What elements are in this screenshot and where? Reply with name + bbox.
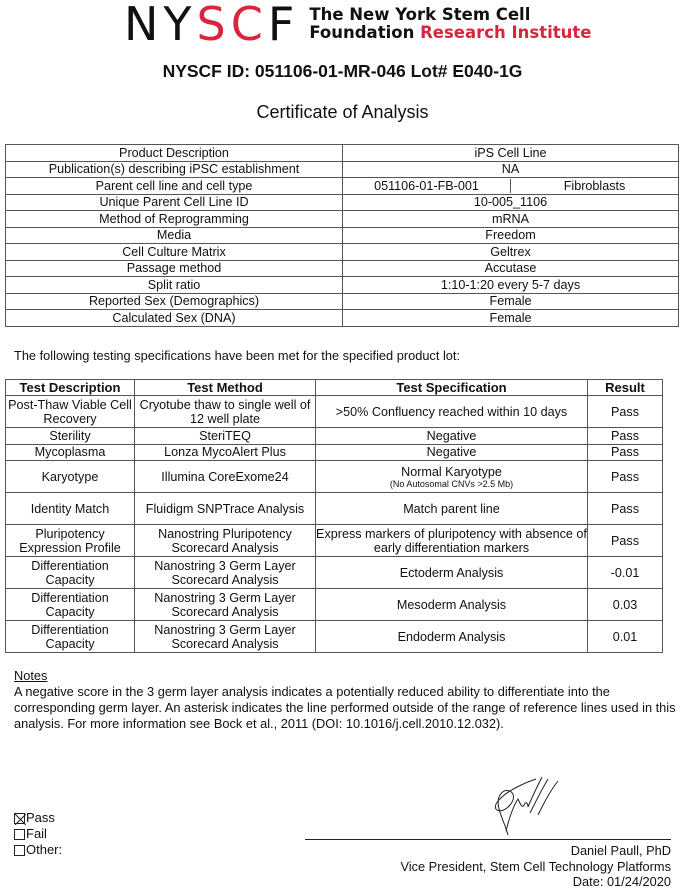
info-value: Accutase: [343, 260, 679, 277]
nyscf-logo: [124, 0, 592, 51]
signer-name: Daniel Paull, PhD: [570, 843, 671, 858]
test-row: [6, 589, 663, 621]
test-specification: [316, 444, 588, 461]
info-value: 1:10-1:20 every 5-7 days: [343, 277, 679, 294]
info-row: [6, 211, 679, 228]
test-row: [6, 428, 663, 445]
test-description: Differentiation Capacity: [6, 557, 135, 589]
test-result: Pass: [588, 396, 663, 428]
test-description: Identity Match: [6, 493, 135, 525]
info-row: [6, 227, 679, 244]
notes-section: [14, 668, 684, 732]
test-specification-text: Match parent line: [403, 501, 500, 516]
info-row: [6, 178, 679, 195]
info-label: Reported Sex (Demographics): [6, 293, 343, 310]
info-label: Calculated Sex (DNA): [6, 310, 343, 327]
info-row: [6, 194, 679, 211]
logo-line-2-black: Foundation: [309, 23, 421, 42]
info-value: 051106-01-FB-001: [343, 179, 511, 193]
info-label: Passage method: [6, 260, 343, 277]
test-specification-text: Ectoderm Analysis: [399, 565, 504, 580]
test-method: Nanostring 3 Germ Layer Scorecard Analysis: [135, 557, 316, 589]
test-result: 0.01: [588, 621, 663, 653]
info-row: [6, 244, 679, 261]
test-result: Pass: [588, 493, 663, 525]
test-specification-text: Mesoderm Analysis: [396, 597, 507, 612]
document-id: NYSCF ID: 051106-01-MR-046 Lot# E040-1G: [162, 61, 523, 81]
info-label: Product Description: [6, 145, 343, 162]
checkbox-pass[interactable]: [14, 810, 62, 826]
test-method: Lonza MycoAlert Plus: [135, 444, 316, 461]
info-row: [6, 310, 679, 327]
test-result: -0.01: [588, 557, 663, 589]
checkbox-other[interactable]: [14, 842, 62, 858]
info-value: iPS Cell Line: [343, 145, 679, 162]
info-value: Female: [343, 310, 679, 327]
logo-mark-sc: SC: [196, 0, 268, 51]
signature-line: [305, 839, 671, 840]
logo-mark: [124, 0, 300, 51]
test-specification: [316, 428, 588, 445]
info-row: [6, 293, 679, 310]
header-test-method: Test Method: [135, 380, 316, 396]
info-value: Freedom: [343, 227, 679, 244]
test-method: SteriTEQ: [135, 428, 316, 445]
test-description: Differentiation Capacity: [6, 589, 135, 621]
test-row: [6, 493, 663, 525]
info-row: [6, 277, 679, 294]
header-test-description: Test Description: [6, 380, 135, 396]
checkbox-other-label: Other:: [26, 842, 63, 857]
test-method: Nanostring Pluripotency Scorecard Analysis: [135, 525, 316, 557]
logo-line-2: [309, 24, 591, 42]
info-row: [6, 145, 679, 162]
test-specification: [316, 621, 588, 653]
header-test-specification: Test Specification: [316, 380, 588, 396]
test-description: Pluripotency Expression Profile: [6, 525, 135, 557]
test-description: Karyotype: [6, 461, 135, 493]
test-row: [6, 444, 663, 461]
test-description: Post-Thaw Viable Cell Recovery: [6, 396, 135, 428]
test-table-header-row: [6, 380, 663, 396]
checkbox-fail[interactable]: [14, 826, 62, 842]
logo-wordmark: [309, 6, 591, 42]
test-specification-note: (No Autosomal CNVs >2.5 Mb): [389, 478, 514, 489]
test-specification: [316, 493, 588, 525]
document-title: Certificate of Analysis: [256, 102, 429, 122]
signature-date: Date: 01/24/2020: [572, 874, 671, 889]
test-method: Nanostring 3 Germ Layer Scorecard Analysis: [135, 621, 316, 653]
test-specification-text: Negative: [426, 428, 477, 443]
test-specification: [316, 461, 588, 493]
info-label: Cell Culture Matrix: [6, 244, 343, 261]
test-specification-text: Express markers of pluripotency with absence of early differentiation markers: [316, 526, 587, 555]
test-row: [6, 461, 663, 493]
test-description: Mycoplasma: [6, 444, 135, 461]
test-specification-text: Normal Karyotype: [401, 464, 502, 479]
disposition-checkboxes: [14, 810, 62, 858]
test-method: Nanostring 3 Germ Layer Scorecard Analysis: [135, 589, 316, 621]
info-label: Split ratio: [6, 277, 343, 294]
test-result: Pass: [588, 428, 663, 445]
test-description: Differentiation Capacity: [6, 621, 135, 653]
test-method: Fluidigm SNPTrace Analysis: [135, 493, 316, 525]
logo-line-1: The New York Stem Cell: [309, 5, 531, 24]
signer-block: [400, 843, 671, 890]
info-label: Unique Parent Cell Line ID: [6, 194, 343, 211]
test-specification: [316, 557, 588, 589]
info-value: NA: [343, 161, 679, 178]
test-specification-text: Negative: [426, 445, 477, 460]
info-row: [6, 161, 679, 178]
test-result: 0.03: [588, 589, 663, 621]
test-specification: [316, 396, 588, 428]
test-result: Pass: [588, 525, 663, 557]
product-info-table: [5, 144, 679, 327]
test-row: [6, 621, 663, 653]
logo-line-2-red: Research Institute: [420, 23, 592, 42]
test-result: Pass: [588, 444, 663, 461]
signer-title: Vice President, Stem Cell Technology Platforms: [400, 858, 671, 874]
header-result: Result: [588, 380, 663, 396]
logo-mark-f: F: [267, 0, 300, 51]
checkbox-empty-icon[interactable]: [14, 829, 25, 840]
info-value: Female: [343, 293, 679, 310]
notes-title: Notes: [14, 668, 48, 683]
checkbox-fail-label: Fail: [26, 826, 47, 841]
test-specification: [316, 525, 588, 557]
info-value-secondary: Fibroblasts: [563, 178, 626, 193]
info-label: Publication(s) describing iPSC establishment: [6, 161, 343, 178]
checkbox-pass-label: Pass: [26, 810, 55, 825]
signature-image: [480, 775, 570, 842]
test-method: Illumina CoreExome24: [135, 461, 316, 493]
intro-text: The following testing specifications have been met for the specified product lot:: [14, 348, 461, 363]
info-value: mRNA: [343, 211, 679, 228]
info-value: 10-005_1106: [343, 194, 679, 211]
checkbox-checked-icon[interactable]: [14, 813, 25, 824]
info-value-split: [343, 178, 679, 195]
test-method: Cryotube thaw to single well of 12 well plate: [135, 396, 316, 428]
test-result: Pass: [588, 461, 663, 493]
notes-body: A negative score in the 3 germ layer analysis indicates a potentially reduced ability to differentiate into the corresponding germ layer. An asterisk indicates the line performed outside of the range of reference lines used in this analysis. For more information see Bock et al., 2011 (DOI: 10.1016/j.cell.2010.12.032).: [14, 684, 676, 731]
info-label: Method of Reprogramming: [6, 211, 343, 228]
test-specification-text: Endoderm Analysis: [397, 629, 506, 644]
test-row: [6, 557, 663, 589]
test-description: Sterility: [6, 428, 135, 445]
info-row: [6, 260, 679, 277]
info-value: Geltrex: [343, 244, 679, 261]
test-results-table: [5, 379, 663, 653]
info-label: Media: [6, 227, 343, 244]
test-row: [6, 525, 663, 557]
test-row: [6, 396, 663, 428]
test-specification: [316, 589, 588, 621]
info-label: Parent cell line and cell type: [6, 178, 343, 195]
test-specification-text: >50% Confluency reached within 10 days: [335, 404, 568, 419]
checkbox-empty-icon[interactable]: [14, 845, 25, 856]
logo-mark-ny: NY: [124, 0, 197, 51]
